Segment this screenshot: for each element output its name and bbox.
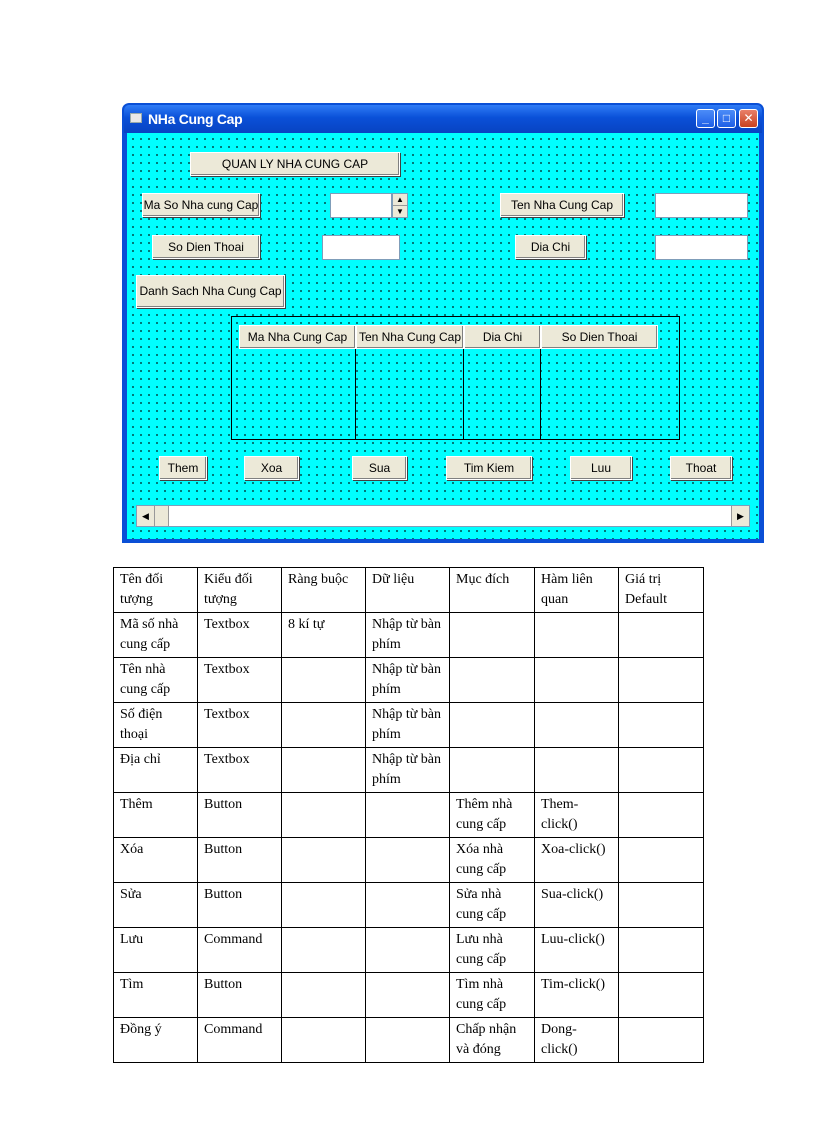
window-title: NHa Cung Cap [148,111,243,127]
table-cell [366,1018,450,1063]
table-cell: Tìm [114,973,198,1018]
sdt-label[interactable]: So Dien Thoai [152,235,260,259]
grid-column-divider [463,349,464,439]
sdt-input[interactable] [322,235,400,260]
table-row [114,703,704,748]
table-cell: Thêm [114,793,198,838]
table-cell: Textbox [198,658,282,703]
table-cell [282,883,366,928]
supplier-grid[interactable] [231,316,680,440]
table-cell: Tìm nhà cung cấp [450,973,535,1018]
xoa-button[interactable]: Xoa [244,456,299,480]
maximize-button[interactable]: □ [717,109,736,128]
ten-label[interactable]: Ten Nha Cung Cap [500,193,624,217]
table-cell: Textbox [198,613,282,658]
table-cell: Xóa nhà cung cấp [450,838,535,883]
table-cell: Số điện thoại [114,703,198,748]
table-cell: Đồng ý [114,1018,198,1063]
header-cell: Tên đối tượng [114,568,198,613]
table-row [114,928,704,973]
table-row [114,748,704,793]
table-cell [535,748,619,793]
table-cell: Luu-click() [535,928,619,973]
close-button[interactable]: ✕ [739,109,758,128]
table-cell: Lưu nhà cung cấp [450,928,535,973]
table-cell: Nhập từ bàn phím [366,703,450,748]
ma-so-spinner[interactable] [392,193,408,218]
table-cell [282,748,366,793]
header-cell: Hàm liên quan [535,568,619,613]
sua-button[interactable]: Sua [352,456,407,480]
table-cell: Command [198,928,282,973]
table-row [114,883,704,928]
table-cell: Button [198,838,282,883]
spin-down-icon[interactable]: ▼ [396,207,404,216]
table-cell: Tim-click() [535,973,619,1018]
ma-so-input[interactable] [330,193,392,218]
table-cell [450,703,535,748]
thoat-button[interactable]: Thoat [670,456,732,480]
table-cell: Them-click() [535,793,619,838]
grid-header-sdt[interactable]: So Dien Thoai [541,325,658,349]
table-cell [366,928,450,973]
header-cell: Giá trị Default [619,568,704,613]
scroll-thumb[interactable] [155,506,169,526]
table-cell: Lưu [114,928,198,973]
header-cell: Mục đích [450,568,535,613]
table-cell [366,793,450,838]
table-cell [282,973,366,1018]
table-row [114,613,704,658]
table-cell: Chấp nhận và đóng [450,1018,535,1063]
table-cell: Nhập từ bàn phím [366,613,450,658]
table-cell: Button [198,883,282,928]
ten-input[interactable] [655,193,748,218]
table-cell: Xoa-click() [535,838,619,883]
table-cell: Textbox [198,748,282,793]
table-cell [535,703,619,748]
form-client-area [127,133,759,539]
table-cell: Dong-click() [535,1018,619,1063]
danh-sach-button[interactable]: Danh Sach Nha Cung Cap [136,275,285,308]
form-icon [130,113,142,123]
table-cell [282,1018,366,1063]
table-cell: Nhập từ bàn phím [366,658,450,703]
tim-kiem-button[interactable]: Tim Kiem [446,456,532,480]
table-header-row [114,568,704,613]
table-cell [282,928,366,973]
table-row [114,838,704,883]
table-cell: Thêm nhà cung cấp [450,793,535,838]
spec-table-body [114,568,704,1063]
table-cell [450,658,535,703]
table-cell [619,928,704,973]
table-cell [619,1018,704,1063]
table-cell [450,613,535,658]
horizontal-scrollbar[interactable] [136,505,750,527]
them-button[interactable]: Them [159,456,207,480]
table-cell: Textbox [198,703,282,748]
header-cell: Dữ liệu [366,568,450,613]
table-row [114,1018,704,1063]
table-cell [282,703,366,748]
table-cell [282,838,366,883]
ma-so-label[interactable]: Ma So Nha cung Cap [142,193,260,217]
minimize-button[interactable]: _ [696,109,715,128]
object-spec-table [113,567,704,1063]
dia-chi-input[interactable] [655,235,748,260]
table-cell: Sửa nhà cung cấp [450,883,535,928]
spin-up-icon[interactable]: ▲ [393,194,407,206]
table-row [114,973,704,1018]
luu-button[interactable]: Luu [570,456,632,480]
table-cell [366,838,450,883]
heading-button[interactable]: QUAN LY NHA CUNG CAP [190,152,400,176]
scroll-left-icon[interactable]: ◀ [137,506,155,526]
table-cell: Xóa [114,838,198,883]
table-cell [619,613,704,658]
dia-chi-label[interactable]: Dia Chi [515,235,586,259]
table-cell [366,973,450,1018]
table-cell [619,883,704,928]
scroll-right-icon[interactable]: ▶ [731,506,749,526]
table-cell [619,703,704,748]
grid-header-dia-chi[interactable]: Dia Chi [464,325,541,349]
table-cell [619,748,704,793]
table-cell: Sua-click() [535,883,619,928]
table-cell [619,658,704,703]
table-cell: 8 kí tự [282,613,366,658]
table-cell: Địa chỉ [114,748,198,793]
table-cell: Nhập từ bàn phím [366,748,450,793]
grid-column-divider [540,349,541,439]
table-cell [619,838,704,883]
grid-header-ma[interactable]: Ma Nha Cung Cap [239,325,356,349]
table-cell: Command [198,1018,282,1063]
header-cell: Ràng buộc [282,568,366,613]
table-cell: Sửa [114,883,198,928]
table-cell: Button [198,793,282,838]
header-cell: Kiểu đối tượng [198,568,282,613]
table-cell [366,883,450,928]
table-cell: Button [198,973,282,1018]
table-cell [619,793,704,838]
table-cell [535,613,619,658]
table-cell [282,658,366,703]
table-cell [619,973,704,1018]
form-window [122,103,764,543]
grid-column-divider [355,349,356,439]
table-row [114,658,704,703]
table-cell [282,793,366,838]
table-cell: Mã số nhà cung cấp [114,613,198,658]
grid-header-ten[interactable]: Ten Nha Cung Cap [356,325,464,349]
table-cell: Tên nhà cung cấp [114,658,198,703]
table-cell [450,748,535,793]
table-cell [535,658,619,703]
table-row [114,793,704,838]
title-bar[interactable] [124,105,762,133]
